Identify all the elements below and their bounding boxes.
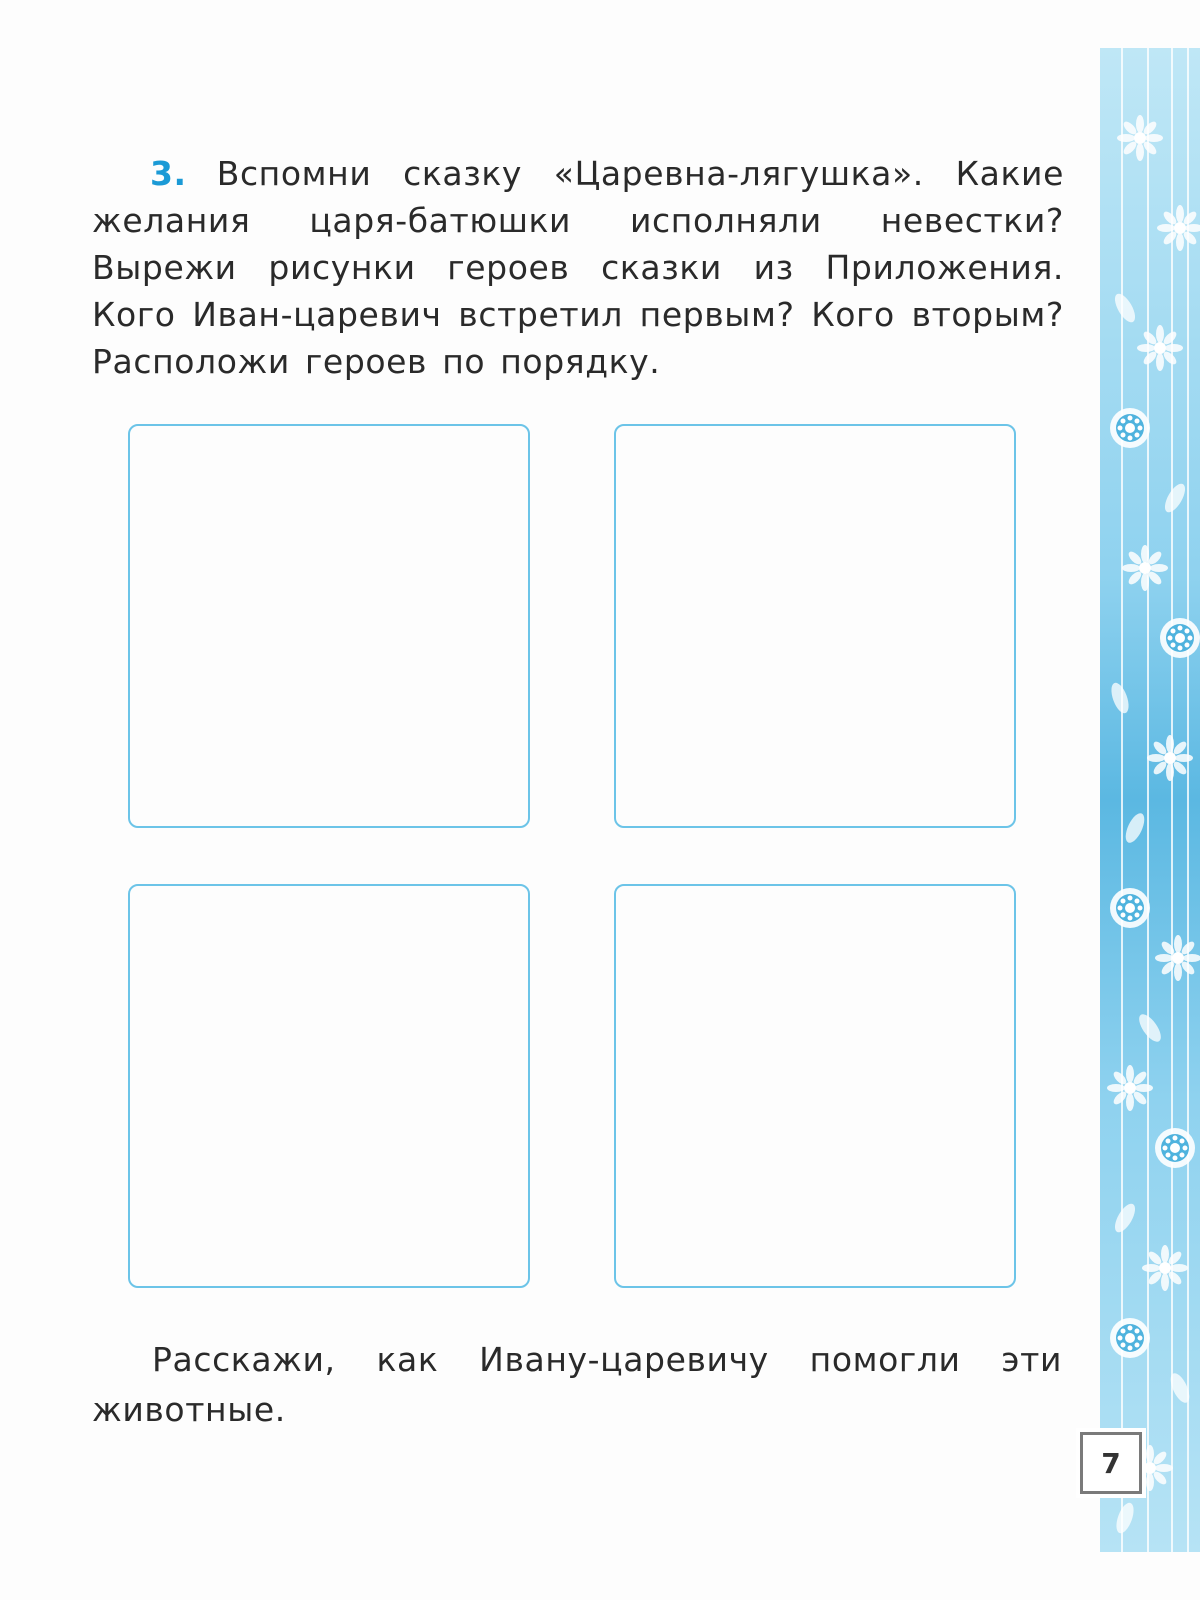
answer-box-1[interactable] <box>128 424 530 828</box>
answer-box-4[interactable] <box>614 884 1016 1288</box>
floral-decoration-icon <box>1100 48 1200 1552</box>
task-paragraph <box>92 150 1064 385</box>
page-number: 7 <box>1101 1446 1121 1480</box>
page-number-box <box>1080 1432 1142 1494</box>
answer-box-3[interactable] <box>128 884 530 1288</box>
followup-paragraph <box>92 1335 1062 1435</box>
task-text: Вспомни сказку «Царевна-лягушка». Какие желания царя-батюшки исполняли невестки? Вырежи рисунки героев сказки из Приложения. Кого Иван-царевич встретил первым? Кого вторым? Расположи героев по порядку. <box>92 154 1064 381</box>
answer-box-2[interactable] <box>614 424 1016 828</box>
followup-text: Расскажи, как Ивану-царевичу помогли эти животные. <box>92 1340 1062 1429</box>
task-number: 3. <box>150 154 187 193</box>
